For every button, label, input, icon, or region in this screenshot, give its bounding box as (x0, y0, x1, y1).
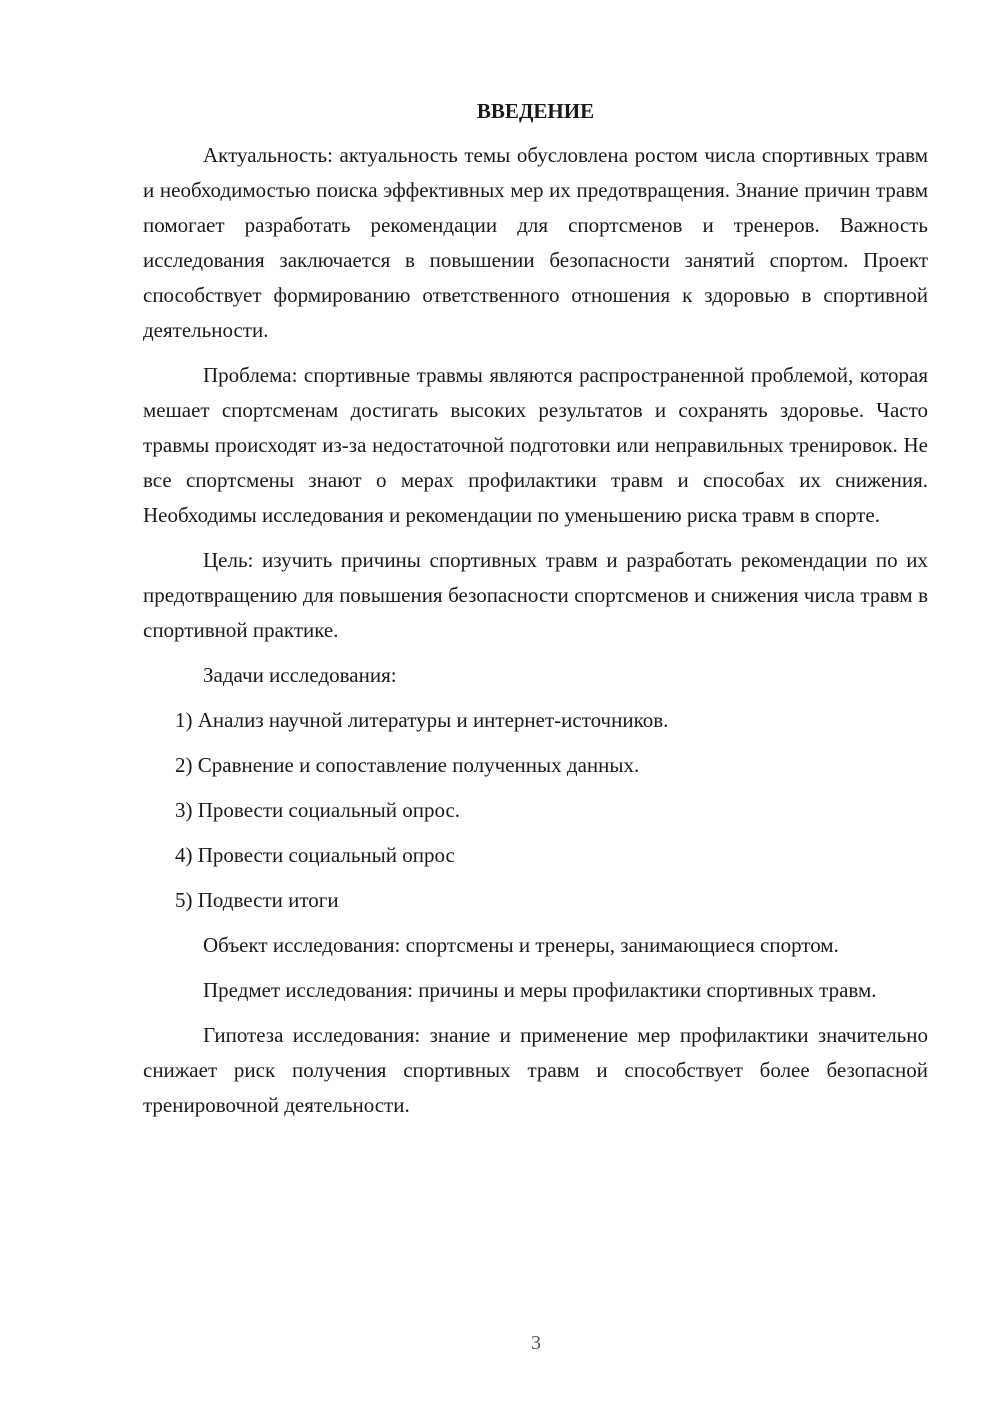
list-item: 4) Провести социальный опрос (175, 843, 455, 867)
document-page (143, 96, 928, 1133)
paragraph-goal: Цель: изучить причины спортивных травм и разработать рекомендации по их предотвращению для повышения безопасности спортсменов и снижения числа травм в спортивной практике. (143, 548, 928, 642)
paragraph-object: Объект исследования: спортсмены и тренеры, занимающиеся спортом. (203, 933, 839, 957)
list-item: 3) Провести социальный опрос. (175, 798, 461, 822)
paragraph-problem: Проблема: спортивные травмы являются распространенной проблемой, которая мешает спортсменам достигать высоких результатов и сохранять здоровье. Часто травмы происходят из-за недостаточной подготовки или неправильных тренировок. Не все спортсмены знают о мерах профилактики травм и способах их снижения. Необходимы исследования и рекомендации по уменьшению риска травм в спорте. (143, 363, 928, 527)
section-title: ВВЕДЕНИЕ (476, 99, 595, 123)
tasks-heading: Задачи исследования: (203, 663, 397, 687)
list-item: 2) Сравнение и сопоставление полученных данных. (175, 753, 640, 777)
list-item: 5) Подвести итоги (175, 888, 339, 912)
paragraph-subject: Предмет исследования: причины и меры профилактики спортивных травм. (203, 978, 877, 1002)
list-item: 1) Анализ научной литературы и интернет-источников. (175, 708, 669, 732)
paragraph-hypothesis: Гипотеза исследования: знание и применение мер профилактики значительно снижает риск получения спортивных травм и способствует более безопасной тренировочной деятельности. (143, 1023, 928, 1117)
task-list (143, 703, 928, 918)
paragraph-relevance: Актуальность: актуальность темы обусловлена ростом числа спортивных травм и необходимостью поиска эффективных мер их предотвращения. Знание причин травм помогает разработать рекомендации для спортсменов и тренеров. Важность исследования заключается в повышении безопасности занятий спортом. Проект способствует формированию ответственного отношения к здоровью в спортивной деятельности. (143, 143, 928, 342)
page-number: 3 (531, 1332, 541, 1354)
